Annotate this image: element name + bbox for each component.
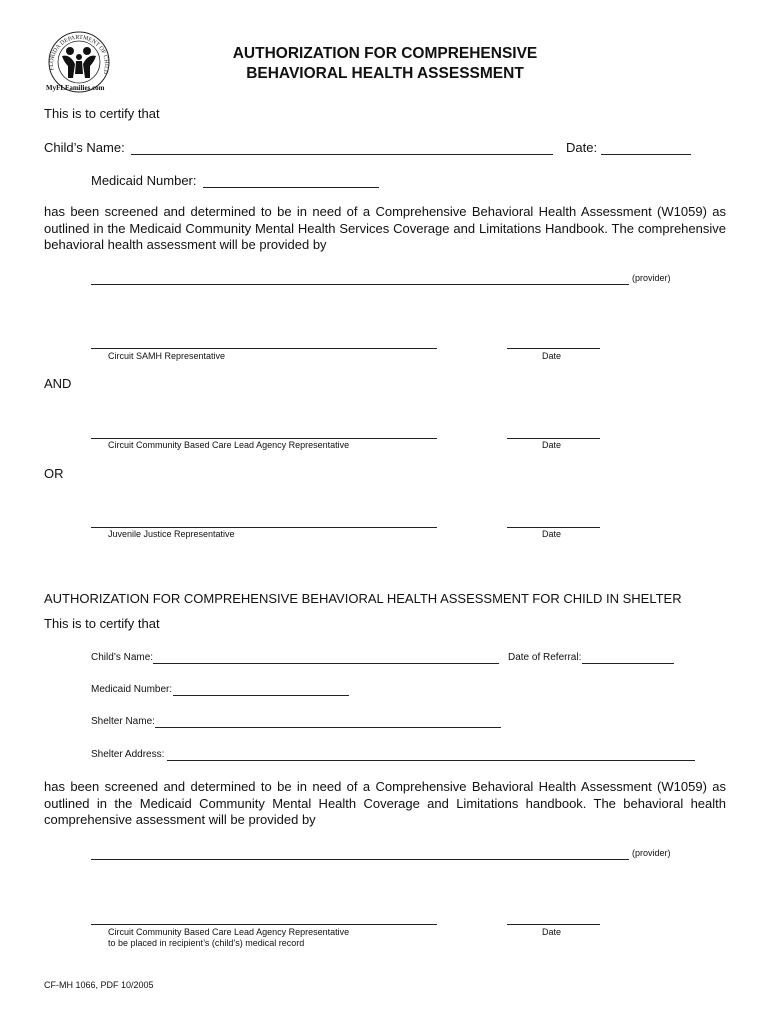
or-text: OR	[44, 466, 64, 481]
shelter-medicaid-label: Medicaid Number:	[91, 684, 173, 695]
samh-date-label: Date	[542, 351, 562, 361]
samh-signature-label: Circuit SAMH Representative	[108, 351, 226, 361]
cbc-signature-label: Circuit Community Based Care Lead Agency Representative	[108, 440, 350, 450]
samh-signature-line[interactable]	[91, 348, 437, 349]
shelter-address-label: Shelter Address:	[91, 749, 165, 760]
dj-date-label: Date	[542, 529, 562, 539]
page-title-line2: BEHAVIORAL HEALTH ASSESSMENT	[246, 65, 524, 82]
dj-signature-line[interactable]	[91, 527, 437, 528]
logo-arc-text: FLORIDA DEPARTMENT OF CHILD	[48, 34, 110, 75]
shelter-cbc-signature-line[interactable]	[91, 924, 437, 925]
shelter-cbc-date-label: Date	[542, 927, 562, 937]
medicaid-field[interactable]	[203, 187, 379, 188]
child-name-label: Child’s Name:	[44, 140, 125, 155]
shelter-cbc-date-line[interactable]	[507, 924, 600, 925]
shelter-medicaid-field[interactable]	[173, 695, 349, 696]
medicaid-label: Medicaid Number:	[91, 173, 197, 188]
form-id: CF-MH 1066, PDF 10/2005	[44, 980, 154, 990]
cbc-date-line[interactable]	[507, 438, 600, 439]
shelter-name-label: Shelter Name:	[91, 716, 155, 727]
page-title-line1: AUTHORIZATION FOR COMPREHENSIVE	[232, 45, 538, 62]
date-field[interactable]	[601, 154, 691, 155]
shelter-screening-paragraph: has been screened and determined to be in need of a Comprehensive Behavioral Health Assessment (W1059) as outlined in the Medicaid Community Mental Health Coverage and Limitations handbook. The behavioral health comprehensive assessment will be provided by	[44, 779, 726, 827]
shelter-cbc-signature-note: to be placed in recipient’s (child’s) medical record	[108, 938, 305, 948]
shelter-child-name-field[interactable]	[153, 663, 499, 664]
shelter-provider-field[interactable]	[91, 859, 629, 860]
shelter-certify-text: This is to certify that	[44, 616, 160, 631]
cbc-date-label: Date	[542, 440, 562, 450]
date-of-referral-field[interactable]	[582, 663, 674, 664]
dj-date-line[interactable]	[507, 527, 600, 528]
shelter-section-heading: AUTHORIZATION FOR COMPREHENSIVE BEHAVIORAL HEALTH ASSESSMENT FOR CHILD IN SHELTER	[44, 591, 682, 606]
screening-paragraph: has been screened and determined to be in need of a Comprehensive Behavioral Health Assessment (W1059) as outlined in the Medicaid Community Mental Health Services Coverage and Limitations Handbook. The comprehensive behavioral health assessment will be provided by	[44, 204, 726, 252]
shelter-provider-label: (provider)	[632, 848, 671, 858]
certify-text: This is to certify that	[44, 106, 160, 121]
dj-signature-label: Juvenile Justice Representative	[108, 529, 235, 539]
date-of-referral-label: Date of Referral:	[508, 652, 582, 663]
logo-url: MyFLFamilies.com	[46, 84, 105, 92]
child-name-field[interactable]	[131, 154, 553, 155]
and-text: AND	[44, 376, 72, 391]
shelter-address-field[interactable]	[167, 760, 695, 761]
date-label: Date:	[566, 140, 598, 155]
shelter-name-field[interactable]	[155, 727, 501, 728]
provider-label: (provider)	[632, 273, 671, 283]
shelter-cbc-signature-label: Circuit Community Based Care Lead Agency Representative	[108, 927, 350, 937]
cbc-signature-line[interactable]	[91, 438, 437, 439]
shelter-child-name-label: Child’s Name:	[91, 652, 154, 663]
provider-field[interactable]	[91, 284, 629, 285]
samh-date-line[interactable]	[507, 348, 600, 349]
